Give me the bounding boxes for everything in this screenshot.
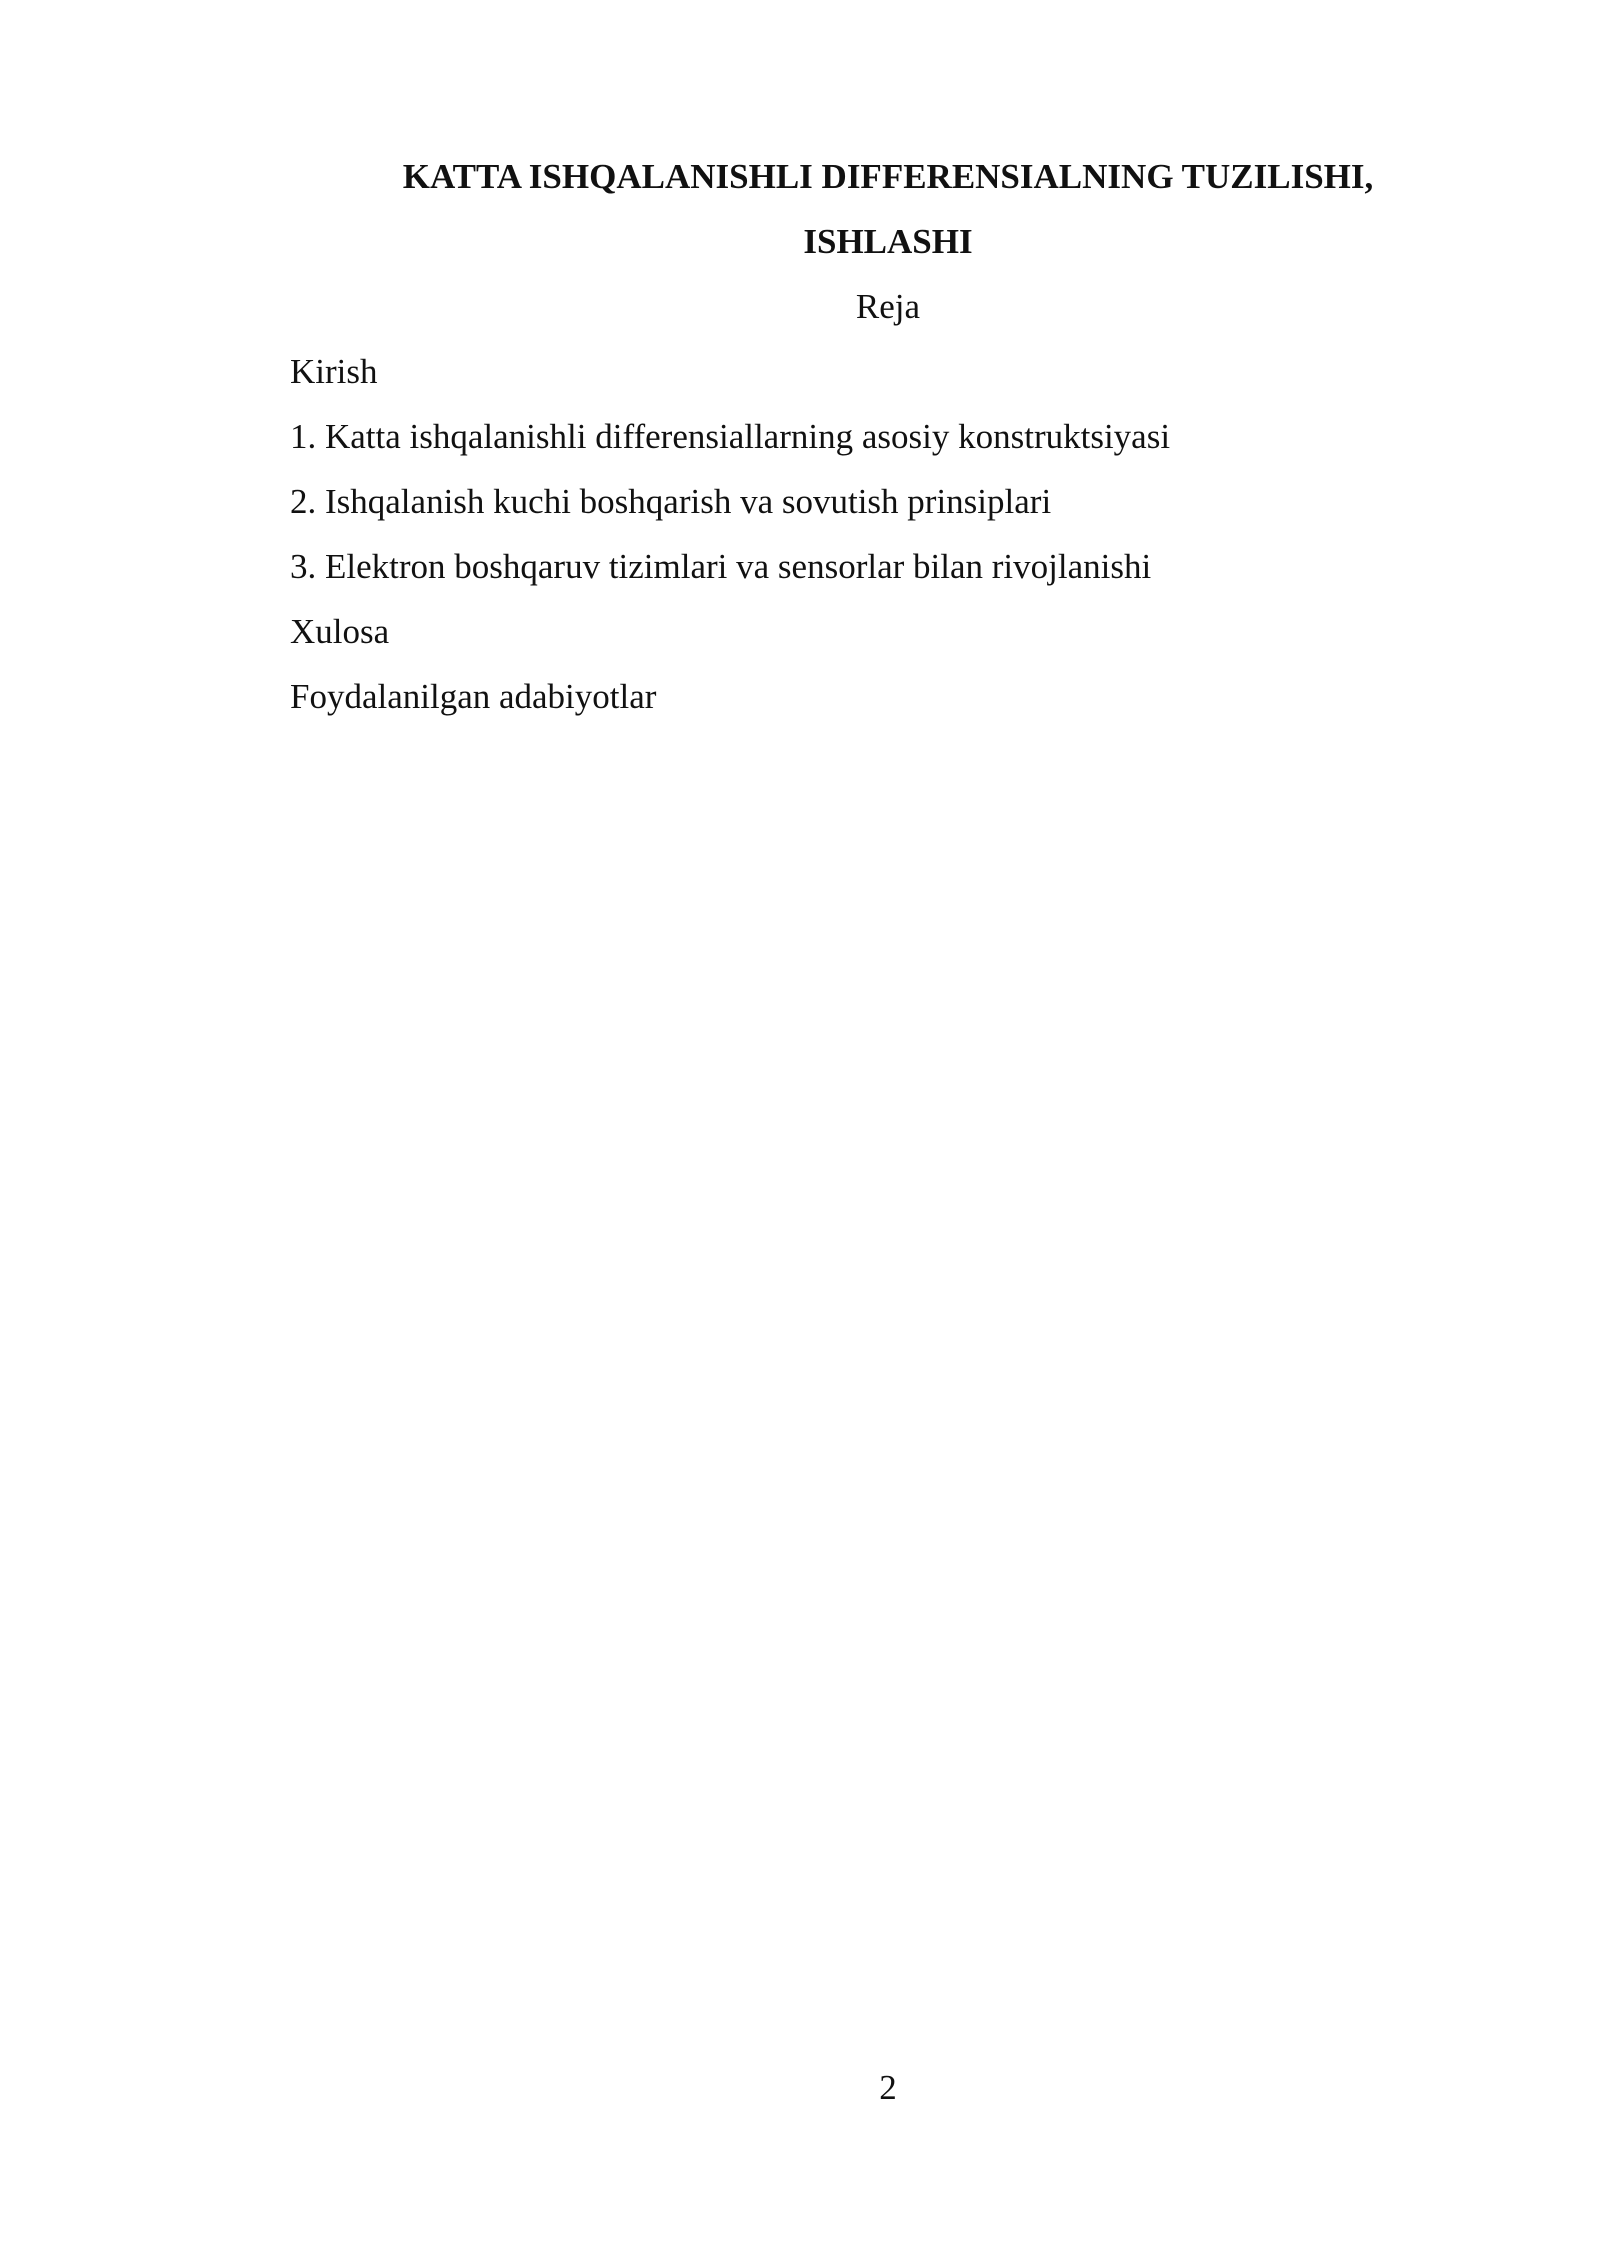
toc-item-3: 3. Elektron boshqaruv tizimlari va sensorlar bilan rivojlanishi [290, 547, 1152, 586]
table-of-contents [290, 339, 1490, 729]
toc-item-conclusion: Xulosa [290, 612, 390, 651]
page-number: 2 [879, 2068, 897, 2107]
toc-item-2: 2. Ishqalanish kuchi boshqarish va sovutish prinsiplari [290, 482, 1052, 521]
toc-item-intro: Kirish [290, 352, 378, 391]
toc-item-references: Foydalanilgan adabiyotlar [290, 677, 657, 716]
plan-heading: Reja [855, 287, 921, 326]
document-title-line-1: KATTA ISHQALANISHLI DIFFERENSIALNING TUZILISHI, [402, 157, 1374, 196]
toc-item-1: 1. Katta ishqalanishli differensiallarning asosiy konstruktsiyasi [290, 417, 1171, 456]
document-title-line-2: ISHLASHI [803, 222, 973, 261]
